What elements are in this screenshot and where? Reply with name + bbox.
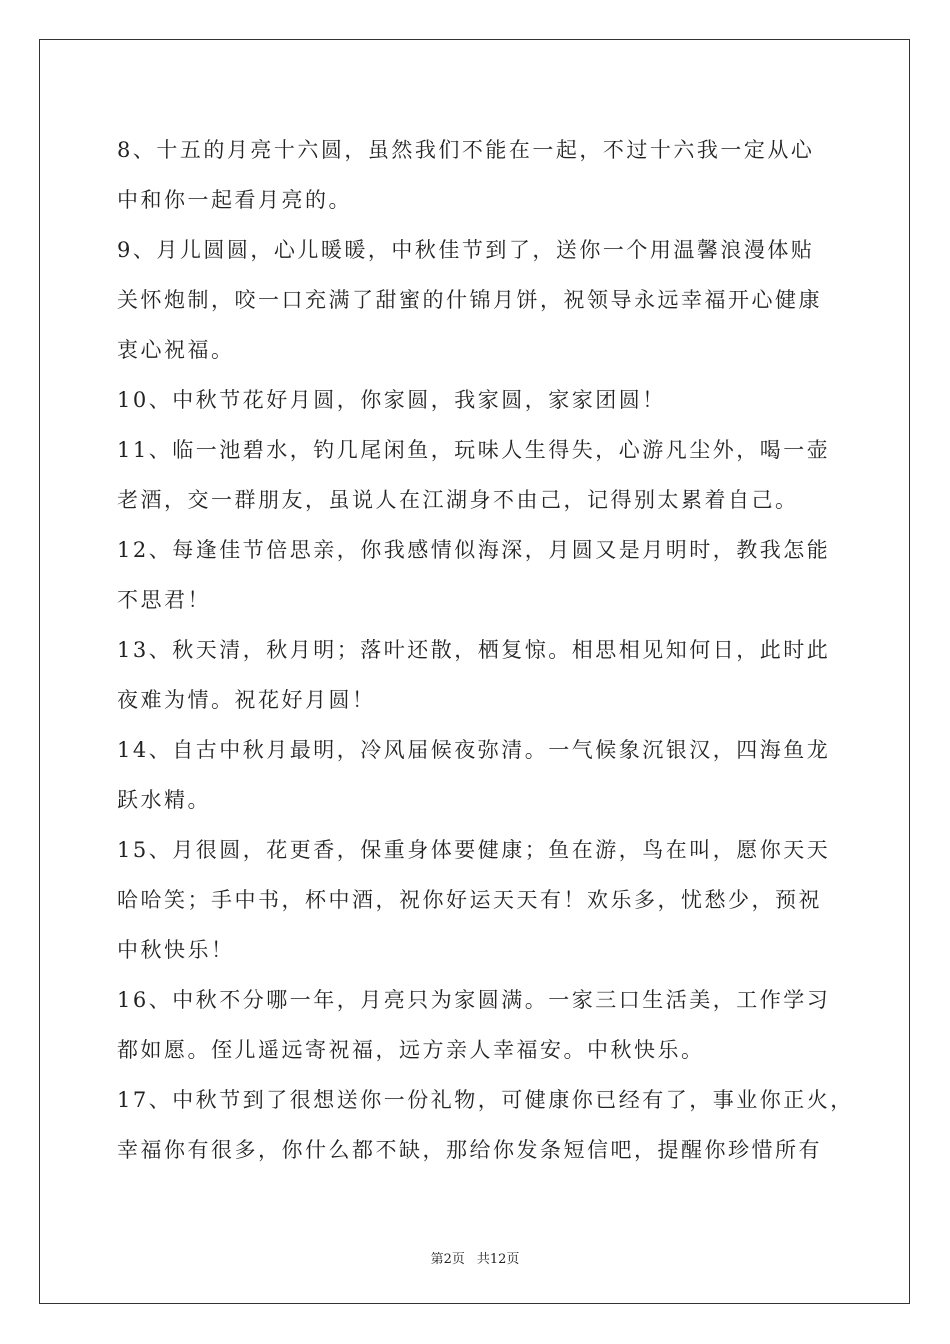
total-pages: 共12页: [476, 1252, 520, 1267]
text-line: 13、秋天清，秋月明；落叶还散，栖复惊。相思相见知何日，此时此: [117, 638, 831, 662]
page-footer: [0, 1248, 950, 1267]
text-line: 9、月儿圆圆，心儿暖暖，中秋佳节到了，送你一个用温馨浪漫体贴: [117, 238, 815, 262]
text-line: 中秋快乐！: [117, 938, 235, 962]
text-line: 关怀炮制，咬一口充满了甜蜜的什锦月饼，祝领导永远幸福开心健康: [117, 288, 822, 312]
text-line: 10、中秋节花好月圆，你家圆，我家圆，家家团圆！: [117, 388, 666, 412]
text-line: 14、自古中秋月最明，冷风届候夜弥清。一气候象沉银汉，四海鱼龙: [117, 738, 831, 762]
text-line: 17、中秋节到了很想送你一份礼物，可健康你已经有了，事业你正火，: [117, 1088, 854, 1112]
text-line: 15、月很圆，花更香，保重身体要健康；鱼在游，鸟在叫，愿你天天: [117, 838, 831, 862]
text-line: 衷心祝福。: [117, 338, 235, 362]
text-line: 幸福你有很多，你什么都不缺，那给你发条短信吧，提醒你珍惜所有: [117, 1138, 822, 1162]
text-line: 中和你一起看月亮的。: [117, 188, 352, 212]
text-line: 跃水精。: [117, 788, 211, 812]
text-line: 都如愿。侄儿遥远寄祝福，远方亲人幸福安。中秋快乐。: [117, 1038, 705, 1062]
text-line: 8、十五的月亮十六圆，虽然我们不能在一起，不过十六我一定从心: [117, 138, 815, 162]
text-line: 夜难为情。祝花好月圆！: [117, 688, 376, 712]
text-line: 不思君！: [117, 588, 211, 612]
text-line: 老酒，交一群朋友，虽说人在江湖身不由己，记得别太累着自己。: [117, 488, 799, 512]
page-number: 第2页: [430, 1252, 465, 1267]
text-line: 11、临一池碧水，钓几尾闲鱼，玩味人生得失，心游凡尘外，喝一壶: [117, 438, 831, 462]
document-body: [117, 125, 854, 1175]
text-line: 12、每逢佳节倍思亲，你我感情似海深，月圆又是月明时，教我怎能: [117, 538, 831, 562]
text-line: 哈哈笑；手中书，杯中酒，祝你好运天天有！欢乐多，忧愁少，预祝: [117, 888, 822, 912]
text-line: 16、中秋不分哪一年，月亮只为家圆满。一家三口生活美，工作学习: [117, 988, 831, 1012]
